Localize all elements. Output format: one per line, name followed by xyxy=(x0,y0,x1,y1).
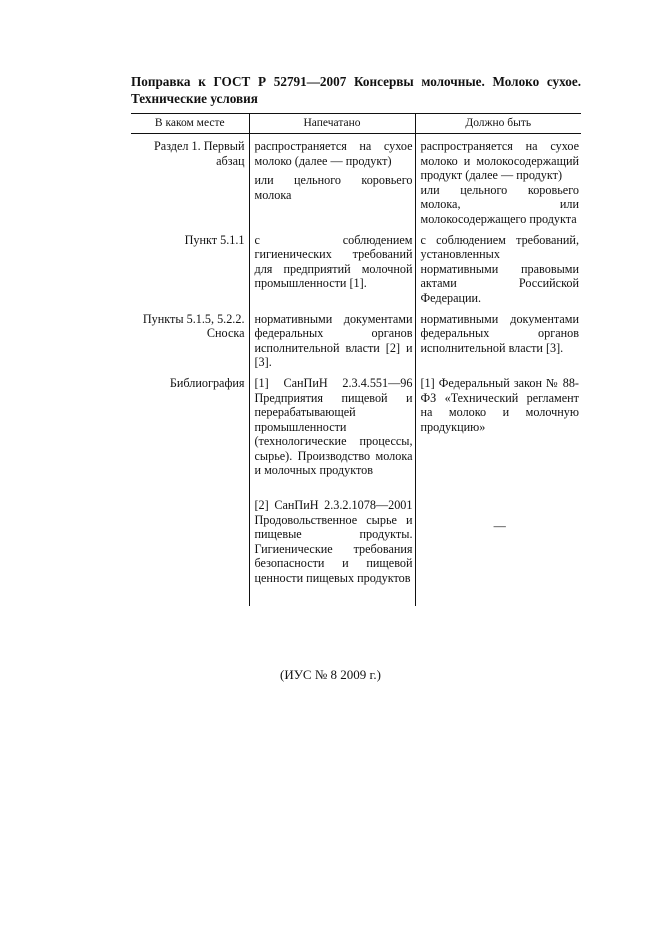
printed-cell xyxy=(249,233,415,312)
correct-text-dash: — xyxy=(493,519,506,534)
table-row xyxy=(131,134,581,233)
printed-text: [2] СанПиН 2.3.2.1078—2001 Продовольственное сырье и пищевые продукты. Гигиенические требования безопасности и пищевой ценности пищевых продуктов xyxy=(254,498,413,586)
correct-cell xyxy=(415,134,581,233)
table-row xyxy=(131,376,581,606)
amendment-table xyxy=(131,113,581,606)
correct-text: распространяется на сухое молоко и молокосодержащий продукт (далее — продукт) xyxy=(420,139,579,183)
table-row xyxy=(131,233,581,312)
document-title: Поправка к ГОСТ Р 52791—2007 Консервы молочные. Молоко сухое. Технические условия xyxy=(131,74,581,106)
column-header-correct: Должно быть xyxy=(415,114,581,134)
correct-text: с соблюдением требований, установленных нормативными правовыми актами Российской Федерации. xyxy=(420,232,579,305)
place-cell: Библиография xyxy=(169,375,245,390)
issue-reference: (ИУС № 8 2009 г.) xyxy=(280,667,381,682)
printed-cell xyxy=(249,134,415,233)
correct-cell xyxy=(415,233,581,312)
printed-cell xyxy=(249,312,415,376)
table-header-row xyxy=(131,114,581,134)
place-cell: Пункт 5.1.1 xyxy=(184,232,245,247)
column-header-place: В каком месте xyxy=(131,114,249,134)
correct-text: [1] Федеральный закон № 88-ФЗ «Технический регламент на молоко и молочную продукцию» xyxy=(420,375,579,434)
table-row xyxy=(131,312,581,376)
printed-cell xyxy=(249,376,415,606)
correct-cell xyxy=(415,312,581,376)
printed-text: с соблюдением гигиенических требований для предприятий молочной промышленности [1]. xyxy=(254,232,413,291)
correct-text: нормативными документами федеральных органов исполнительной власти [3]. xyxy=(420,311,579,355)
printed-text: распространяется на сухое молоко (далее — продукт) xyxy=(254,139,413,168)
place-cell: Пункты 5.1.5, 5.2.2. Сноска xyxy=(142,311,245,341)
place-cell: Раздел 1. Первый абзац xyxy=(154,139,245,168)
correct-text: или цельного коровьего молока, или молокосодержащего продукта xyxy=(420,182,579,226)
printed-text: или цельного коровьего молока xyxy=(254,173,413,202)
printed-text: [1] СанПиН 2.3.4.551—96 Предприятия пищевой и перерабатывающей промышленности (технологические процессы, сырье). Производство молока и молочных продуктов xyxy=(254,375,413,478)
printed-text: нормативными документами федеральных органов исполнительной власти [2] и [3]. xyxy=(254,311,413,370)
column-header-printed: Напечатано xyxy=(249,114,415,134)
correct-cell xyxy=(415,376,581,606)
